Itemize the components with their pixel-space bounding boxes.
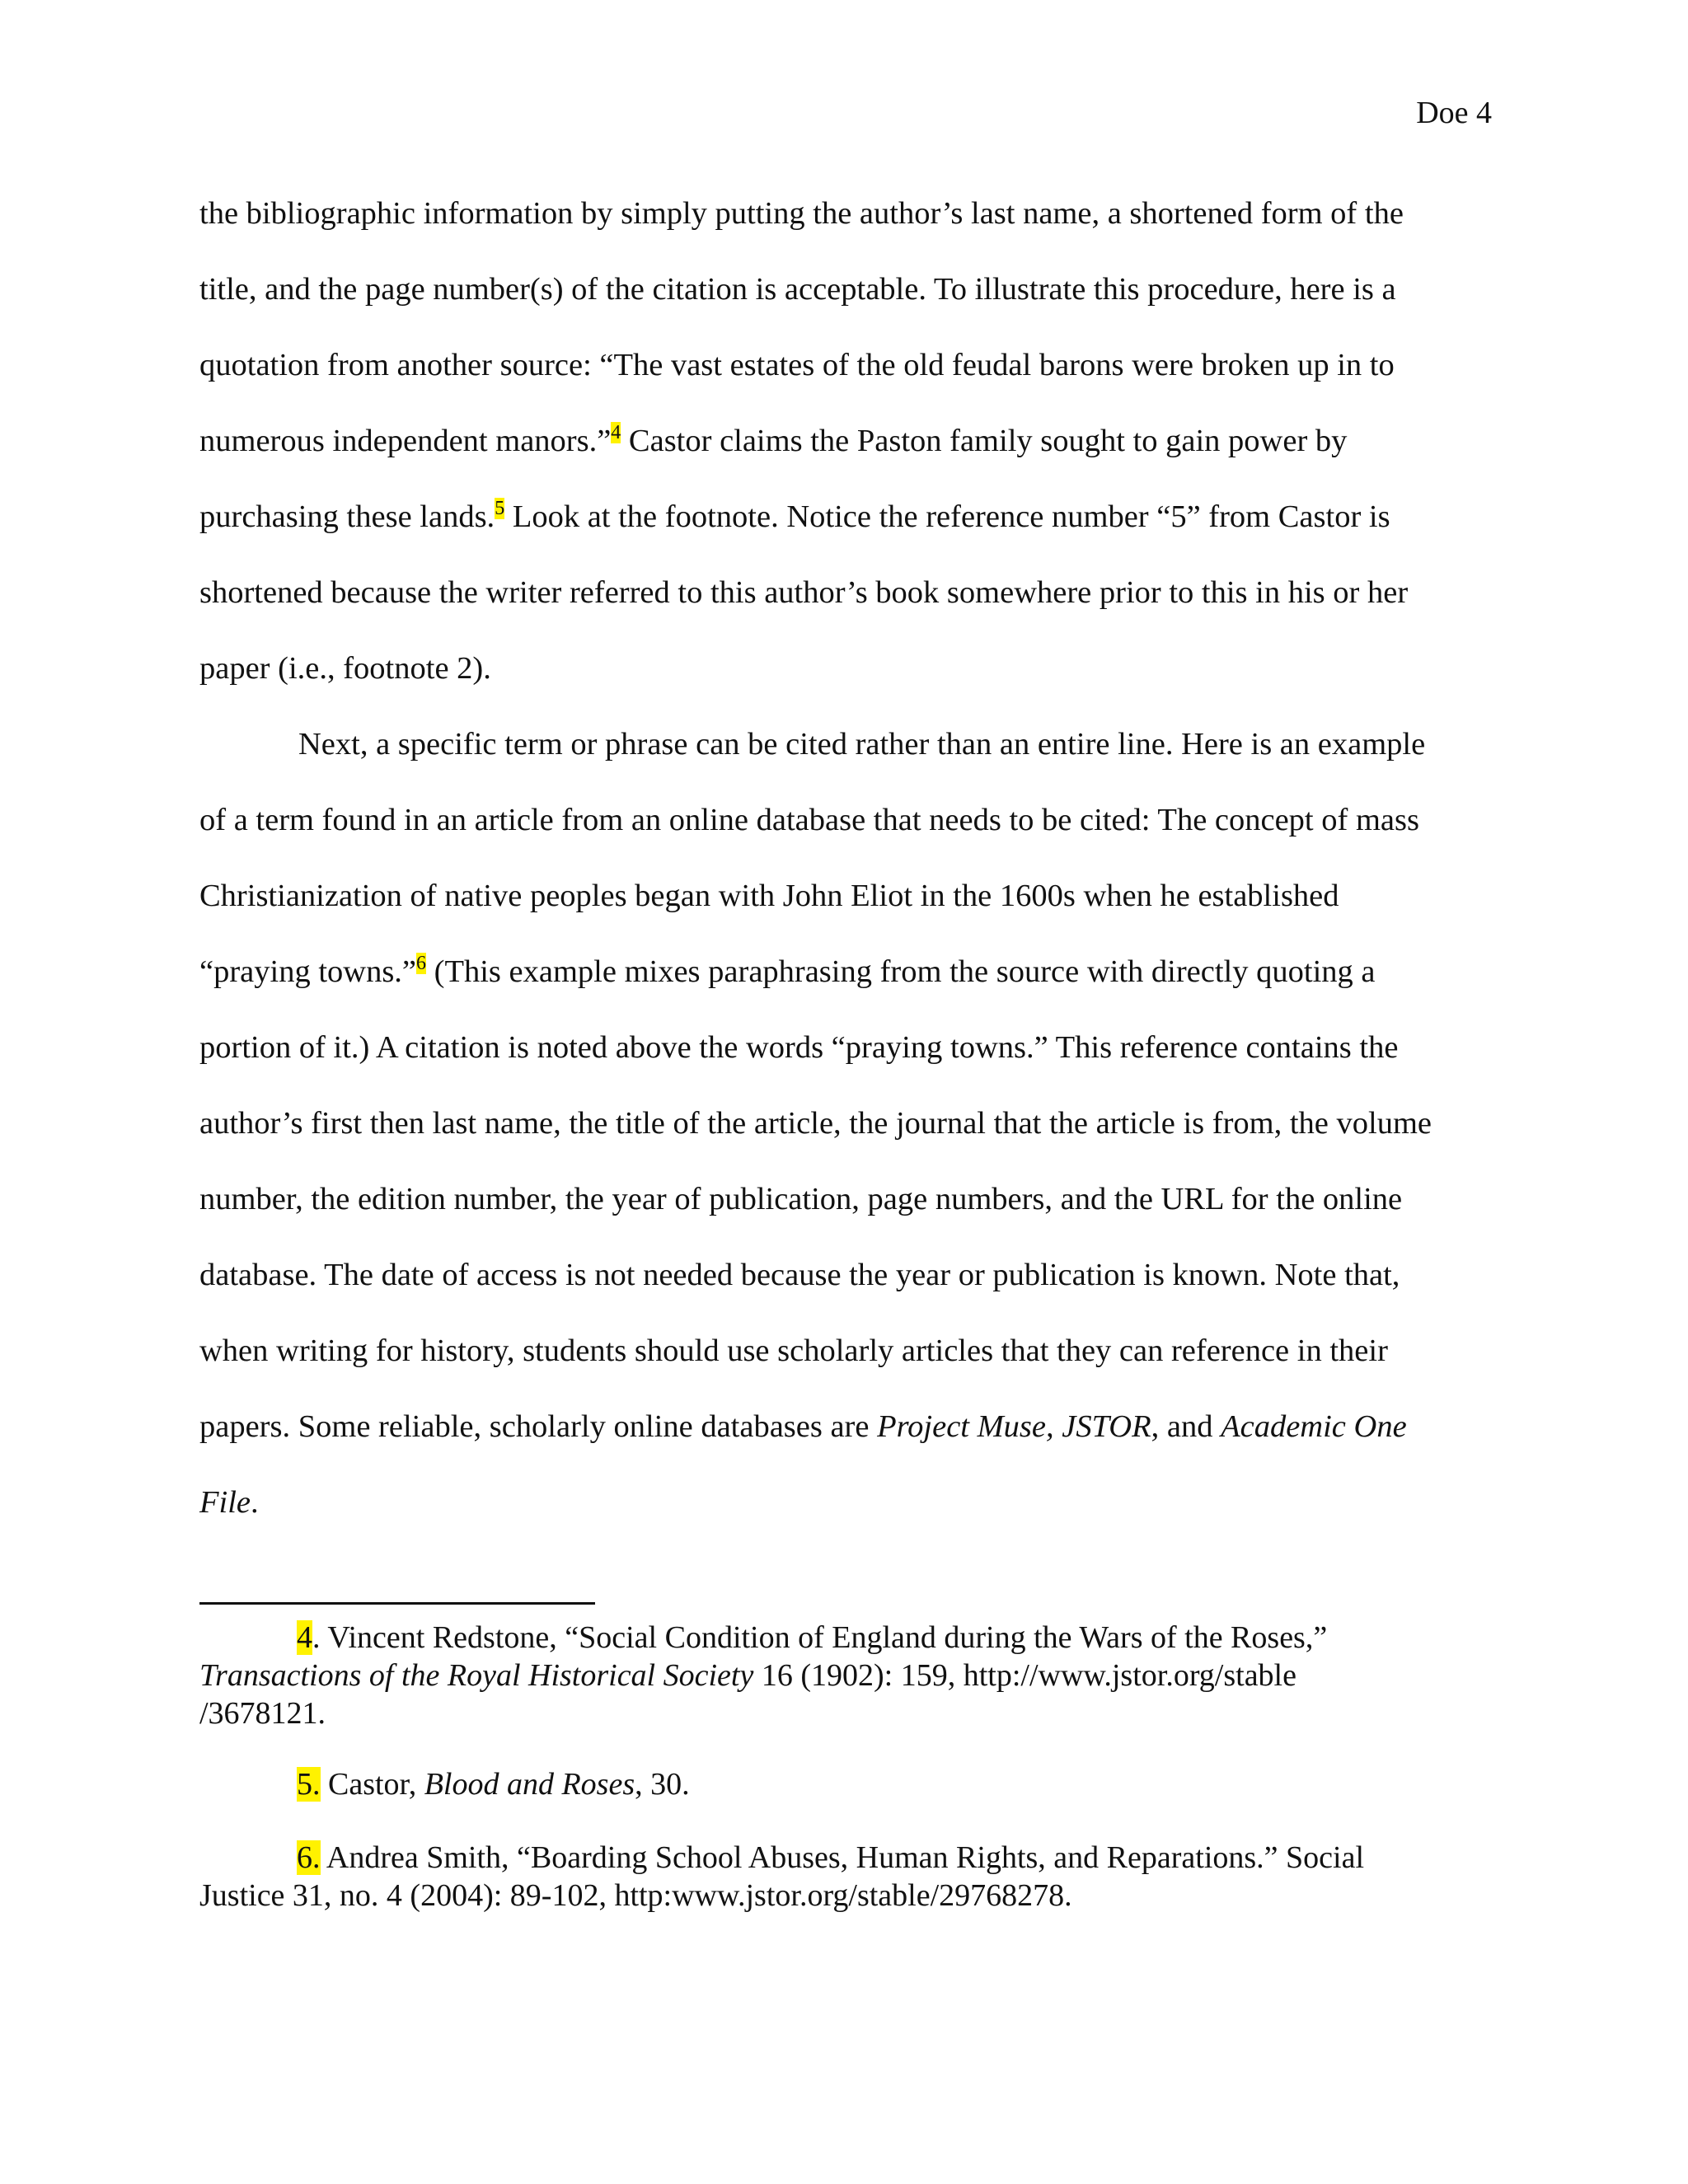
- body-line-15: database. The date of access is not needed because the year or publication is known. Note that,: [199, 1258, 1400, 1292]
- body-line-5: [199, 498, 1390, 534]
- body-line-7: paper (i.e., footnote 2).: [199, 651, 491, 686]
- body-text-span: (This example mixes paraphrasing from the source with directly quoting a: [426, 954, 1376, 989]
- body-line-8: Next, a specific term or phrase can be cited rather than an entire line. Here is an example: [298, 727, 1426, 762]
- body-text-span: “praying towns.”: [199, 954, 417, 989]
- book-title: Blood and Roses: [424, 1767, 635, 1802]
- database-name: File: [199, 1485, 251, 1520]
- body-line-6: shortened because the writer referred to this author’s book somewhere prior to this in his or her: [199, 575, 1409, 610]
- footnote-ref-6[interactable]: 6: [416, 953, 427, 974]
- footnote-4-line-1: [297, 1622, 1327, 1653]
- body-text-span: papers. Some reliable, scholarly online databases are: [199, 1409, 878, 1444]
- body-line-3: quotation from another source: “The vast estates of the old feudal barons were broken up in to: [199, 348, 1395, 382]
- footnote-ref-5[interactable]: 5: [495, 498, 505, 519]
- body-line-11: [199, 953, 1376, 989]
- body-line-12: portion of it.) A citation is noted above the words “praying towns.” This reference contains the: [199, 1030, 1399, 1065]
- body-text-span: Look at the footnote. Notice the reference number “5” from Castor is: [504, 499, 1390, 534]
- footnote-text: Andrea Smith, “Boarding School Abuses, Human Rights, and Reparations.” Social: [320, 1840, 1365, 1875]
- footnote-6-line-2: Justice 31, no. 4 (2004): 89-102, http:www.jstor.org/stable/29768278.: [199, 1878, 1072, 1913]
- footnote-ref-4[interactable]: 4: [611, 422, 621, 443]
- footnote-text: . Vincent Redstone, “Social Condition of England during the Wars of the Roses,”: [312, 1620, 1328, 1655]
- body-line-1: the bibliographic information by simply putting the author’s last name, a shortened form of the: [199, 196, 1404, 231]
- body-line-10: Christianization of native peoples began with John Eliot in the 1600s when he established: [199, 879, 1339, 913]
- footnote-4-line-3: /3678121.: [199, 1696, 326, 1731]
- body-line-2: title, and the page number(s) of the citation is acceptable. To illustrate this procedure, here is a: [199, 272, 1396, 307]
- body-text-span: numerous independent manors.”: [199, 424, 612, 458]
- body-line-14: number, the edition number, the year of publication, page numbers, and the URL for the online: [199, 1182, 1403, 1216]
- body-line-17: [199, 1411, 1407, 1443]
- footnote-number-4: 4: [297, 1620, 312, 1655]
- database-names: Project Muse, JSTOR: [877, 1409, 1151, 1444]
- footnote-separator: [199, 1602, 595, 1605]
- body-line-4: [199, 422, 1348, 458]
- body-line-13: author’s first then last name, the title of the article, the journal that the article is from, the volume: [199, 1106, 1432, 1141]
- body-text-span: , and: [1151, 1409, 1221, 1444]
- running-head: Doe 4: [1416, 96, 1492, 130]
- footnote-5: [297, 1769, 690, 1800]
- footnote-number-5: 5.: [297, 1767, 321, 1802]
- footnote-text: , 30.: [635, 1767, 690, 1802]
- body-text-span: purchasing these lands.: [199, 499, 495, 534]
- body-line-9: of a term found in an article from an online database that needs to be cited: The concept of mass: [199, 803, 1419, 837]
- journal-title: Transactions of the Royal Historical Society: [199, 1658, 754, 1693]
- body-text-span: Castor claims the Paston family sought to gain power by: [621, 424, 1348, 458]
- footnote-text: Castor,: [320, 1767, 424, 1802]
- footnote-6-line-1: [297, 1842, 1364, 1873]
- footnote-4-line-2: [199, 1660, 1296, 1691]
- body-line-18: [199, 1487, 259, 1519]
- footnote-number-6: 6.: [297, 1840, 321, 1875]
- body-line-16: when writing for history, students should use scholarly articles that they can reference in their: [199, 1333, 1388, 1368]
- body-text-span: .: [251, 1485, 259, 1520]
- footnote-text: 16 (1902): 159, http://www.jstor.org/stable: [753, 1658, 1296, 1693]
- database-name: Academic One: [1221, 1409, 1407, 1444]
